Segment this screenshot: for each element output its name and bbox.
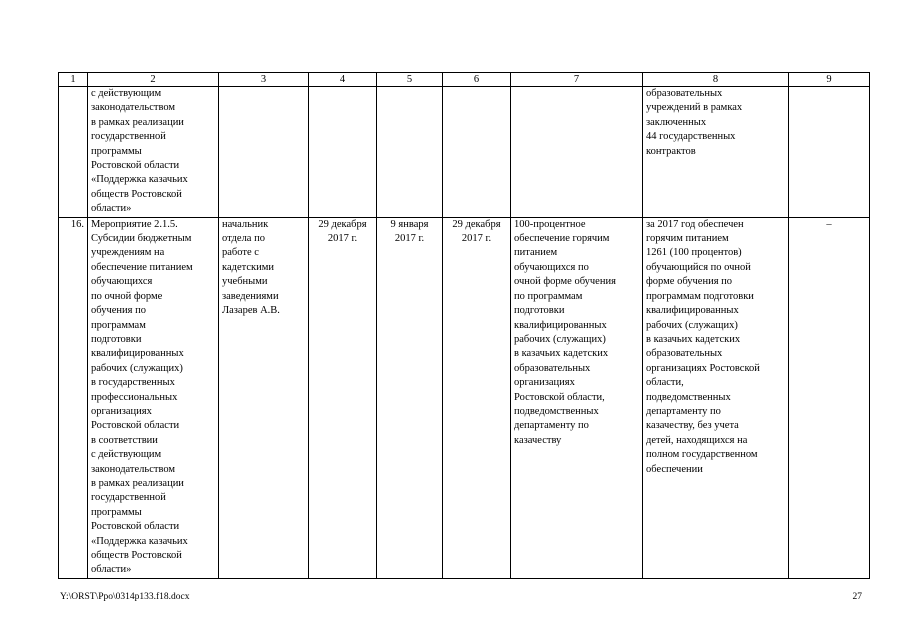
file-path: Y:\ORST\Ppo\0314p133.f18.docx — [60, 592, 190, 602]
date-cell-4: 29 декабря 2017 г. — [309, 217, 377, 578]
table-row — [59, 217, 870, 578]
cont-cell-date5 — [377, 87, 443, 218]
header-row — [59, 73, 870, 87]
cont-cell-date6 — [443, 87, 511, 218]
responsible-cell: начальник отдела по работе с кадетскими учебными заведениями Лазарев А.В. — [219, 217, 309, 578]
header-cell-4: 4 — [309, 73, 377, 87]
header-cell-6: 6 — [443, 73, 511, 87]
cont-cell-responsible — [219, 87, 309, 218]
report-table — [58, 72, 870, 579]
header-cell-1: 1 — [59, 73, 88, 87]
cont-cell-date4 — [309, 87, 377, 218]
date-cell-5: 9 января 2017 г. — [377, 217, 443, 578]
col9-cell: – — [789, 217, 870, 578]
header-cell-8: 8 — [643, 73, 789, 87]
actual-result-cell: за 2017 год обеспечен горячим питанием 1261 (100 процентов) обучающийся по очной форме обучения по программам подготовки квалифицированных рабочих (служащих) в казачьих кадетских образовательных организациях Ростовской области, подведомственных департаменту по казачеству, без учета детей, находящихся на полном государственном обеспечении — [643, 217, 789, 578]
continuation-row — [59, 87, 870, 218]
expected-result-cell: 100-процентное обеспечение горячим питанием обучающихся по очной форме обучения по программам подготовки квалифицированных рабочих (служащих) в казачьих кадетских образовательных организациях Ростовской области, подведомственных департаменту по казачеству — [511, 217, 643, 578]
date-cell-6: 29 декабря 2017 г. — [443, 217, 511, 578]
header-cell-2: 2 — [88, 73, 219, 87]
cont-cell-num — [59, 87, 88, 218]
row-number: 16. — [59, 217, 88, 578]
header-cell-5: 5 — [377, 73, 443, 87]
page-number: 27 — [852, 592, 862, 602]
header-cell-3: 3 — [219, 73, 309, 87]
header-cell-7: 7 — [511, 73, 643, 87]
cont-cell-expected — [511, 87, 643, 218]
cont-cell-col9 — [789, 87, 870, 218]
event-cell: Мероприятие 2.1.5. Субсидии бюджетным учреждениям на обеспечение питанием обучающихся по очной форме обучения по программам подготовки квалифицированных рабочих (служащих) в государственных профессиональных организациях Ростовской области в соответствии с действующим законодательством в рамках реализации государственной программы Ростовской области «Поддержка казачьих обществ Ростовской области» — [88, 217, 219, 578]
cont-cell-actual: образовательных учреждений в рамках заключенных 44 государственных контрактов — [643, 87, 789, 218]
cont-cell-event: с действующим законодательством в рамках реализации государственной программы Ростовской области «Поддержка казачьих обществ Ростовской области» — [88, 87, 219, 218]
header-cell-9: 9 — [789, 73, 870, 87]
